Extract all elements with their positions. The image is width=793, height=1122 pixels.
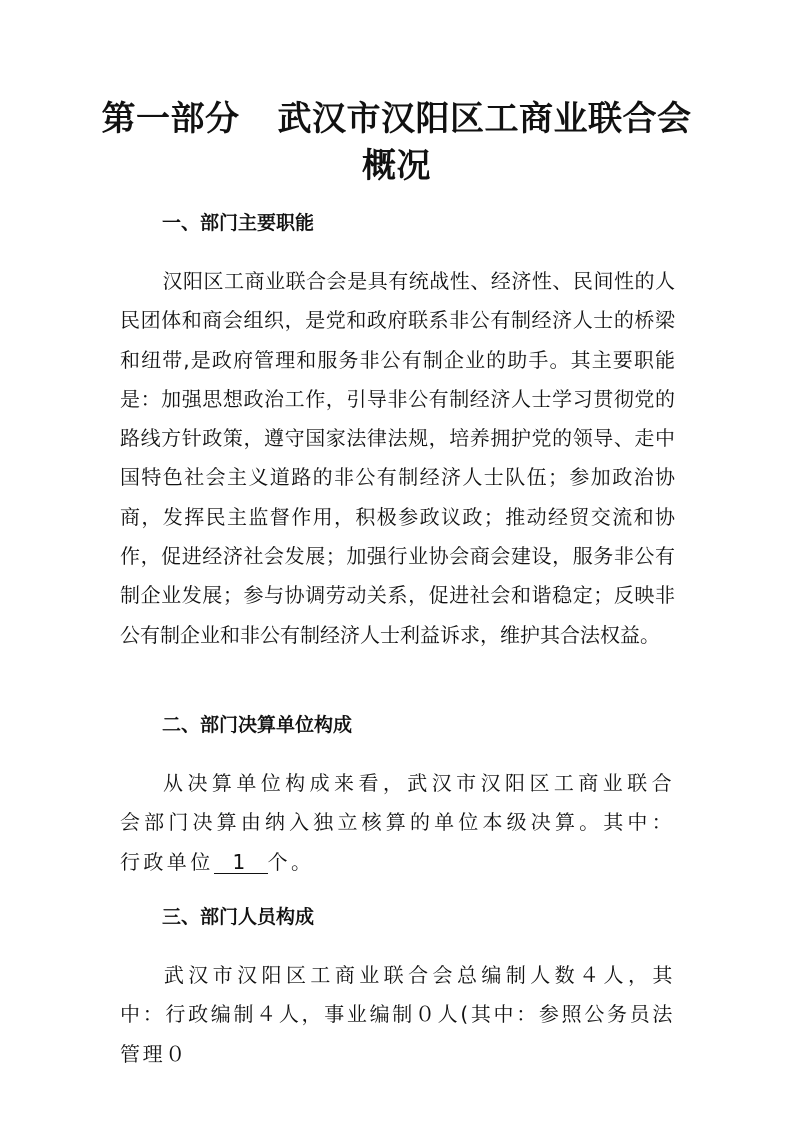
title-org: 武汉市汉阳区工商业联合会 bbox=[277, 99, 692, 139]
section-heading-units: 二、部门决算单位构成 bbox=[162, 714, 353, 736]
units-text-after: 个。 bbox=[267, 849, 315, 874]
unit-count-blank: 1 bbox=[214, 851, 268, 874]
title-part: 第一部分 bbox=[101, 99, 240, 139]
units-text-before: 从决算单位构成来看，武汉市汉阳区工商业联合会部门决算由纳入独立核算的单位本级决算。其中：行政单位 bbox=[120, 771, 675, 874]
section-paragraph-units bbox=[120, 764, 675, 882]
title-line-1 bbox=[0, 96, 793, 143]
section-paragraph-functions bbox=[120, 262, 675, 655]
page-title bbox=[0, 96, 793, 190]
functions-text: 汉阳区工商业联合会是具有统战性、经济性、民间性的人民团体和商会组织，是党和政府联系非公有制经济人士的桥梁和纽带,是政府管理和服务非公有制企业的助手。其主要职能是：加强思想政治工作，引导非公有制经济人士学习贯彻党的路线方针政策，遵守国家法律法规，培养拥护党的领导、走中国特色社会主义道路的非公有制经济人士队伍；参加政治协商，发挥民主监督作用，积极参政议政；推动经贸交流和协作，促进经济社会发展；加强行业协会商会建设，服务非公有制企业发展；参与协调劳动关系，促进社会和谐稳定；反映非公有制企业和非公有制经济人士利益诉求，维护其合法权益。 bbox=[120, 269, 675, 647]
section-heading-staff: 三、部门人员构成 bbox=[162, 906, 315, 928]
section-paragraph-staff bbox=[120, 956, 675, 1074]
section-heading-functions: 一、部门主要职能 bbox=[162, 212, 315, 234]
staff-text: 武汉市汉阳区工商业联合会总编制人数４人，其中：行政编制４人，事业编制０人(其中：参照公务员法管理０ bbox=[120, 963, 675, 1066]
title-line-2: 概况 bbox=[362, 146, 431, 186]
